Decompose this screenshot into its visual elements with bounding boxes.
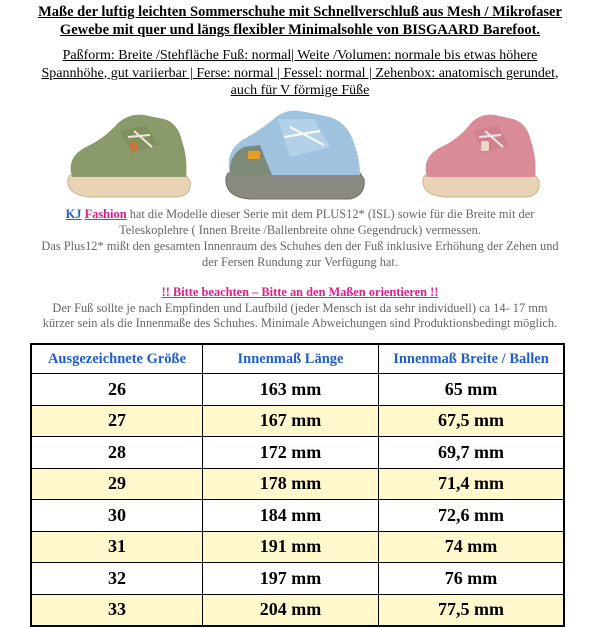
notice-line: kürzer sein als die Innenmaße des Schuhes. Minimale Abweichungen sind Produktionsbedingt möglich.: [42, 316, 558, 330]
length-cell: 163 mm: [203, 374, 379, 406]
size-cell: 32: [31, 563, 203, 595]
intro-line: Teleskoplehre ( Innen Breite /Ballenbreite ohne Gegendruck) vermessen.: [119, 223, 481, 237]
size-cell: 28: [31, 437, 203, 469]
specs-line: Paßform: Breite /Stehfläche Fuß: normal| Weite /Volumen: normale bis etwas höhere: [62, 48, 538, 63]
size-cell: 29: [31, 468, 203, 500]
size-cell: 30: [31, 500, 203, 532]
length-cell: 167 mm: [203, 405, 379, 437]
fit-specs: [0, 47, 600, 100]
specs-line: auch für V förmige Füße: [230, 83, 370, 98]
table-row: [31, 437, 564, 469]
warning-text: !! Bitte beachten – Bitte an den Maßen orientieren !!: [161, 285, 439, 299]
width-cell: 76 mm: [379, 563, 565, 595]
measurement-intro: [0, 206, 600, 270]
intro-line: Das Plus12* mißt den gesamten Innenraum des Schuhes den der Fuß inklusive Erhöhung der Zehen und: [41, 239, 559, 253]
table-row: [31, 531, 564, 563]
width-cell: 65 mm: [379, 374, 565, 406]
table-row: [31, 405, 564, 437]
length-cell: 178 mm: [203, 468, 379, 500]
shoe-sole: [423, 175, 539, 197]
table-header-row: [31, 344, 564, 374]
width-cell: 72,6 mm: [379, 500, 565, 532]
column-header-width: Innenmaß Breite / Ballen: [379, 344, 565, 374]
size-cell: 27: [31, 405, 203, 437]
table-row: [31, 563, 564, 595]
length-cell: 197 mm: [203, 563, 379, 595]
length-cell: 184 mm: [203, 500, 379, 532]
intro-line: der Fersen Rundung zur Verfügung hat.: [202, 255, 398, 269]
size-table: [30, 343, 565, 627]
length-cell: 204 mm: [203, 594, 379, 626]
width-cell: 69,7 mm: [379, 437, 565, 469]
notice: [0, 285, 600, 332]
column-header-size: Ausgezeichnete Größe: [31, 344, 203, 374]
heading-line: Maße der luftig leichten Sommerschuhe mit Schnellverschluß aus Mesh / Mikrofaser: [38, 4, 562, 20]
table-row: [31, 500, 564, 532]
heading: [0, 3, 600, 39]
table-row: [31, 594, 564, 626]
length-cell: 191 mm: [203, 531, 379, 563]
size-cell: 31: [31, 531, 203, 563]
size-cell: 33: [31, 594, 203, 626]
width-cell: 74 mm: [379, 531, 565, 563]
shoe-image-pink: [415, 101, 545, 203]
shoe-sole: [68, 175, 190, 197]
width-cell: 71,4 mm: [379, 468, 565, 500]
intro-text: hat die Modelle dieser Serie mit dem PLUS12* (ISL) sowie für die Breite mit der: [126, 207, 535, 221]
shoe-images: [0, 101, 600, 205]
shoe-sole: [226, 173, 364, 199]
shoe-image-blue: [220, 101, 370, 203]
shoe-image-green: [60, 101, 195, 203]
size-cell: 26: [31, 374, 203, 406]
table-row: [31, 374, 564, 406]
brand-link-fashion[interactable]: Fashion: [84, 207, 127, 221]
notice-line: Der Fuß sollte je nach Empfinden und Laufbild (jeder Mensch ist da sehr individuell) ca 14- 17 mm: [52, 300, 548, 315]
specs-line: Spannhöhe, gut variierbar | Ferse: normal | Fessel: normal | Zehenbox: anatomisch gerundet,: [41, 65, 559, 81]
table-row: [31, 468, 564, 500]
width-cell: 67,5 mm: [379, 405, 565, 437]
column-header-length: Innenmaß Länge: [203, 344, 379, 374]
length-cell: 172 mm: [203, 437, 379, 469]
heading-line: Gewebe mit quer und längs flexibler Minimalsohle von BISGAARD Barefoot.: [59, 22, 541, 38]
width-cell: 77,5 mm: [379, 594, 565, 626]
brand-link-kj[interactable]: KJ: [65, 207, 82, 221]
